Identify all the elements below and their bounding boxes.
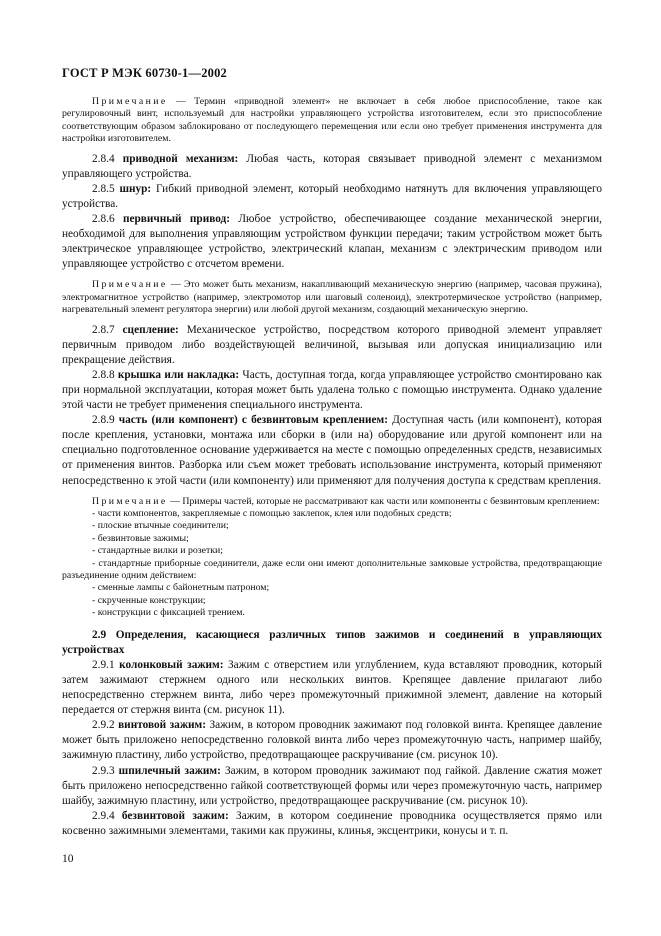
list-item: - части компонентов, закрепляемые с помощью заклепок, клея или подобных средств; (92, 508, 452, 520)
term: шнур: (119, 182, 152, 195)
clause-2-9-3: 2.9.3 шпилечный зажим: Зажим, в котором проводник зажимают под гайкой. Давление сжатия может быть приложено непосредственно гайкой соответствующей формы или через промежуточную часть, например шайбу, зажимную пластину, или устройство, предотвращающее раскручивание (см. рисунок 10). (62, 764, 603, 807)
clause-2-8-9: 2.8.9 часть (или компонент) с безвинтовым креплением: Доступная часть (или компонент), которая после крепления, установки, монтажа или сборки в (или на) оборудование или другой компонент или на специально подготовленное основание удерживается на месте с помощью определенных средств, независимых от применения винтов. Разборка или съем может требовать использование инструмента, который применяют непосредственно к этой части (или компоненту) или применяют для получения доступа к средствам крепления. (62, 414, 603, 487)
note-actuating-member (62, 96, 602, 146)
note-text: — Примеры частей, которые не рассматривают как части или компоненты с безвинтовым креплением: (167, 495, 600, 507)
note-label: Примечание (92, 96, 168, 107)
list-item: - стандартные приборные соединители, даже если они имеют дополнительные замковые устройства, предотвращающие разъединение одним действием: (62, 557, 602, 582)
list-item: - конструкции с фиксацией трением. (92, 607, 245, 619)
note-text: — Термин «приводной элемент» не включает в себя любое приспособление, такое как регулировочный винт, используемый для настройки управляющего устройства изготовителем, если это приспособление соответствующим образом заблокировано от последующего перемещения или если оно требует применения инструмента для настройки изготовителем. (62, 96, 602, 145)
term: первичный привод: (122, 213, 231, 225)
clause-2-8-7: 2.8.7 сцепление: Механическое устройство, посредством которого приводной элемент управляет первичным приводом либо воздействующей величиной, вызывая или допуская инициализацию или прекращение действия. (62, 323, 602, 366)
term: винтовой зажим: (118, 719, 206, 732)
clause-2-9-2: 2.9.2 винтовой зажим: Зажим, в котором проводник зажимают под головкой винта. Крепящее давление может быть приложено непосредственно головкой винта либо через промежуточную часть, например шайбу, зажимную пластину, либо устройство, предотвращающее раскручивание (см. рисунок 10). (62, 719, 602, 762)
term: сцепление: (122, 323, 179, 336)
note-label: Примечание (92, 279, 168, 291)
note-screwless-examples (62, 496, 602, 620)
term: крышка или накладка: (117, 368, 240, 381)
note-text: — Это может быть механизм, накапливающий механическую энергию (например, часовая пружина), электромагнитное устройство (например, электромотор или шаговый соленоид), электротермическое устройство (например, нагревательный элемент регулятора энергии) или любой другой механизм, создающий механическую энергию. (62, 279, 602, 316)
clause-2-9-4: 2.9.4 безвинтовой зажим: Зажим, в котором соединение проводника осуществляется прямо или косвенно зажимными элементами, такими как пружины, клинья, эксцентрики, конусы и т. п. (62, 809, 603, 837)
page-number: 10 (62, 853, 74, 865)
term: шпилечный зажим: (118, 764, 221, 777)
page-content (62, 96, 602, 839)
note-label: Примечание (92, 495, 168, 507)
section-heading-2-9: 2.9 Определения, касающиеся различных типов зажимов и соединений в управляющих устройствах (62, 628, 602, 656)
document-header: ГОСТ Р МЭК 60730-1—2002 (62, 66, 227, 80)
list-item: - сменные лампы с байонетным патроном; (92, 582, 270, 594)
clause-2-8-4: 2.8.4 приводной механизм: Любая часть, которая связывает приводной элемент с механизмом управляющего устройства. (62, 152, 603, 180)
list-item: - безвинтовые зажимы; (92, 532, 189, 544)
clause-2-8-5: 2.8.5 шнур: Гибкий приводной элемент, который необходимо натянуть для включения управляющего устройства. (62, 182, 602, 210)
term: колонковый зажим: (119, 658, 224, 671)
clause-2-8-6: 2.8.6 первичный привод: Любое устройство, обеспечивающее создание механической энергии, необходимой для выполнения управляющим устройством функции передачи; таким устройством может быть электрическое управляющее устройство, электрический клапан, механизм с электрическим приводом или управляющее устройство с отсчетом времени. (62, 213, 602, 271)
term: часть (или компонент) с безвинтовым креплением: (118, 414, 388, 427)
term: безвинтовой зажим: (121, 809, 229, 822)
clause-2-8-8: 2.8.8 крышка или накладка: Часть, доступная тогда, когда управляющее устройство смонтировано как при нормальной эксплуатации, которая может быть удалена только с помощью инструмента. Однако удаление этой части не требует применения специального инструмента. (62, 368, 602, 412)
term: приводной механизм: (122, 152, 239, 165)
clause-2-9-1: 2.9.1 колонковый зажим: Зажим с отверстием или углублением, куда вставляют проводник, который затем зажимают стержнем одного или нескольких винтов. Крепящее давление прилагают либо непосредственно стержнем винта, либо через промежуточный прижимной элемент, давление на который передается от стержня винта (см. рисунок 11). (62, 658, 602, 717)
list-item: - скрученные конструкции; (92, 594, 206, 606)
list-item: - плоские втычные соединители; (92, 520, 229, 532)
list-item: - стандартные вилки и розетки; (92, 545, 223, 557)
note-prime-mover (62, 279, 602, 316)
